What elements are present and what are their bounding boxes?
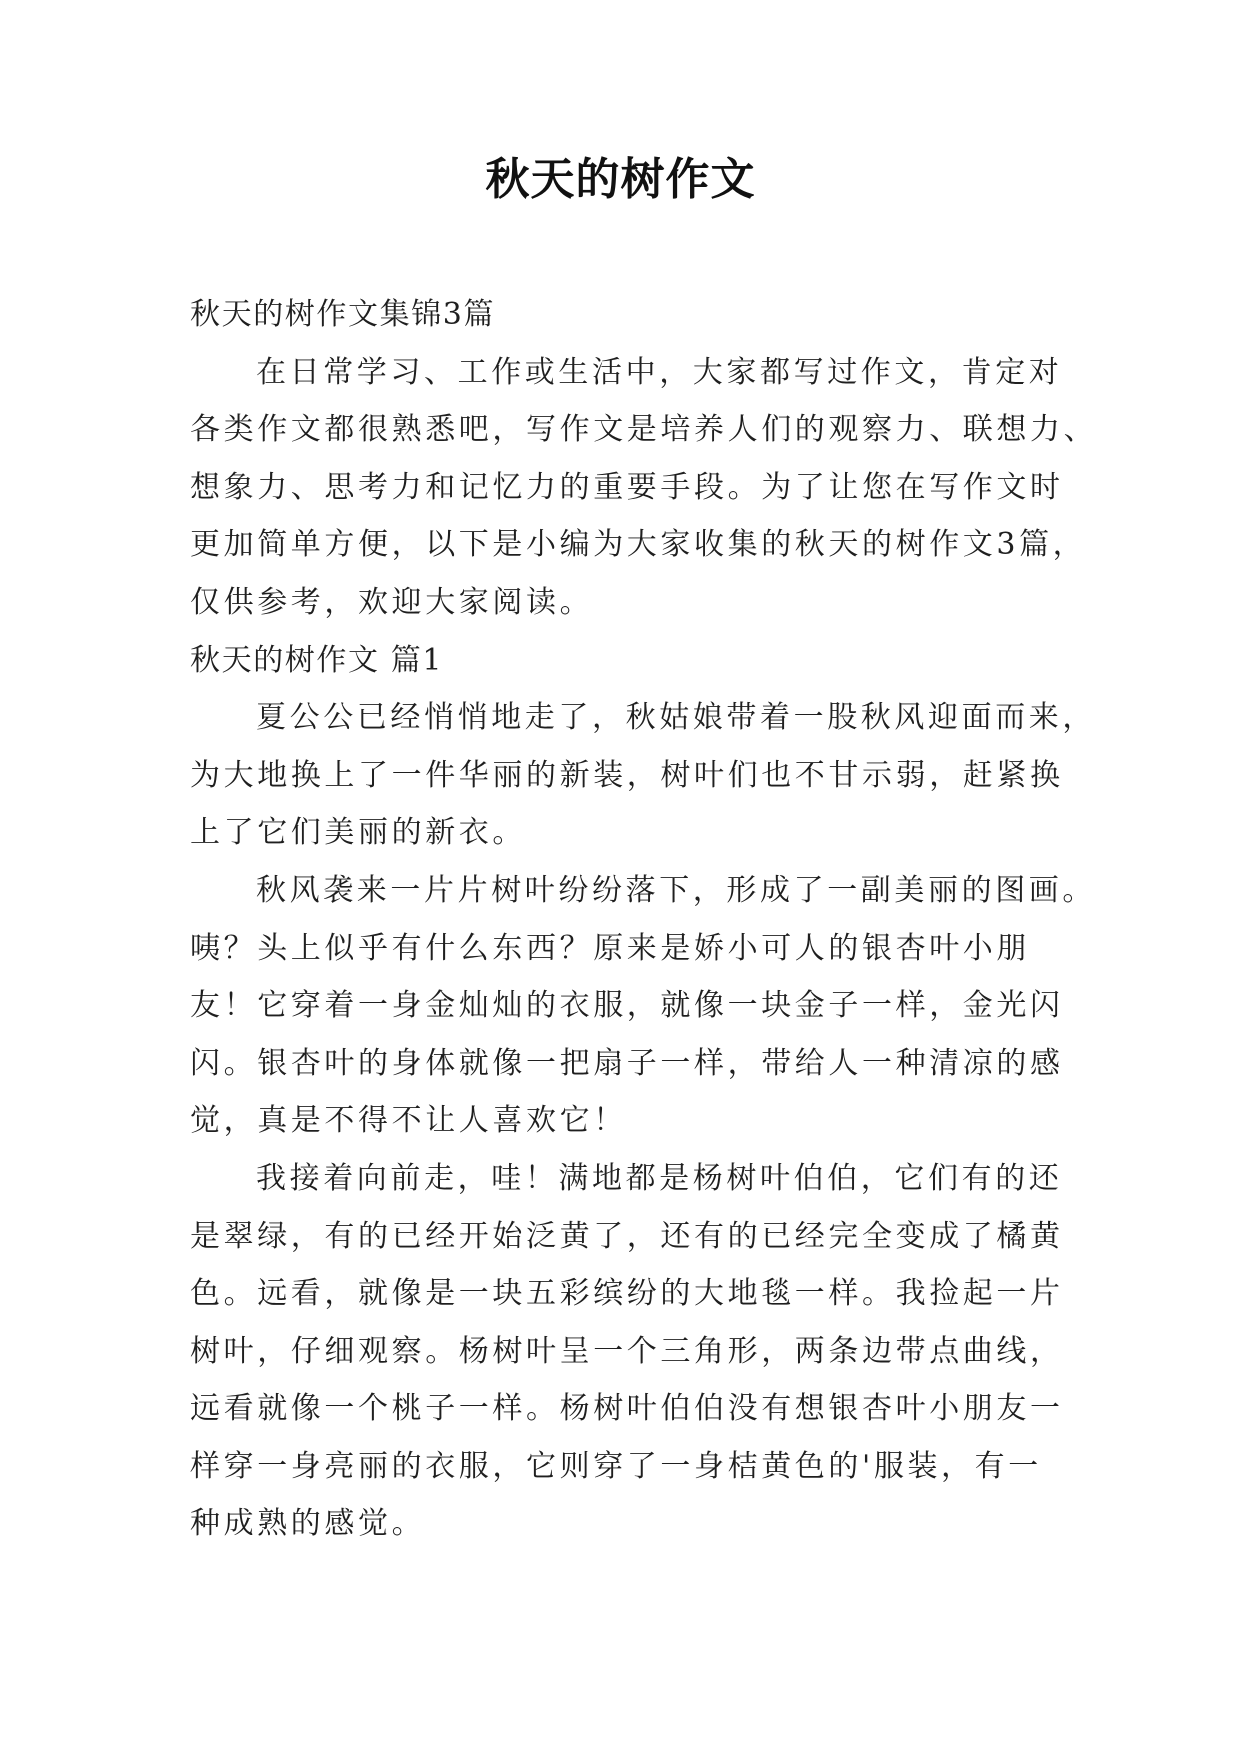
- essay-1-p3-line-4: 树叶，仔细观察。杨树叶呈一个三角形，两条边带点曲线，: [190, 1333, 1064, 1369]
- essay-1-p1-line-3: 上了它们美丽的新衣。: [190, 815, 526, 851]
- essay-1-p3-line-7: 种成熟的感觉。: [190, 1506, 426, 1542]
- essay-1-p2-line-4: 闪。银杏叶的身体就像一把扇子一样，带给人一种清凉的感: [190, 1045, 1064, 1081]
- essay-1-p3-line-1: 我接着向前走，哇！满地都是杨树叶伯伯，它们有的还: [256, 1160, 1063, 1196]
- intro-line-1: 在日常学习、工作或生活中，大家都写过作文，肯定对: [256, 354, 1063, 390]
- essay-1-heading: 秋天的树作文 篇1: [190, 642, 444, 678]
- essay-1-p2-line-3: 友！它穿着一身金灿灿的衣服，就像一块金子一样，金光闪: [190, 988, 1064, 1024]
- essay-1-p3-line-6: 样穿一身亮丽的衣服，它则穿了一身桔黄色的'服装，有一: [190, 1448, 1042, 1484]
- essay-1-p3-line-3: 色。远看，就像是一块五彩缤纷的大地毯一样。我捡起一片: [190, 1276, 1064, 1312]
- document-title: 秋天的树作文: [485, 154, 756, 205]
- intro-line-3: 想象力、思考力和记忆力的重要手段。为了让您在写作文时: [190, 469, 1064, 505]
- essay-1-p3-line-2: 是翠绿，有的已经开始泛黄了，还有的已经完全变成了橘黄: [190, 1218, 1064, 1254]
- document-body: [190, 286, 1098, 1553]
- essay-1-p1-line-1: 夏公公已经悄悄地走了，秋姑娘带着一股秋风迎面而来，: [256, 700, 1096, 736]
- essay-1-p2-line-2: 咦？头上似乎有什么东西？原来是娇小可人的银杏叶小朋: [190, 930, 1030, 966]
- intro-line-4: 更加简单方便，以下是小编为大家收集的秋天的树作文3篇，: [190, 527, 1087, 563]
- essay-1-p1-line-2: 为大地换上了一件华丽的新装，树叶们也不甘示弱，赶紧换: [190, 757, 1064, 793]
- essay-1-p2-line-1: 秋风袭来一片片树叶纷纷落下，形成了一副美丽的图画。: [256, 872, 1096, 908]
- intro-line-2: 各类作文都很熟悉吧，写作文是培养人们的观察力、联想力、: [190, 412, 1098, 448]
- intro-line-5: 仅供参考，欢迎大家阅读。: [190, 584, 594, 620]
- essay-1-p2-line-5: 觉，真是不得不让人喜欢它！: [190, 1103, 627, 1139]
- collection-heading: 秋天的树作文集锦3篇: [190, 297, 496, 332]
- essay-1-p3-line-5: 远看就像一个桃子一样。杨树叶伯伯没有想银杏叶小朋友一: [190, 1391, 1064, 1427]
